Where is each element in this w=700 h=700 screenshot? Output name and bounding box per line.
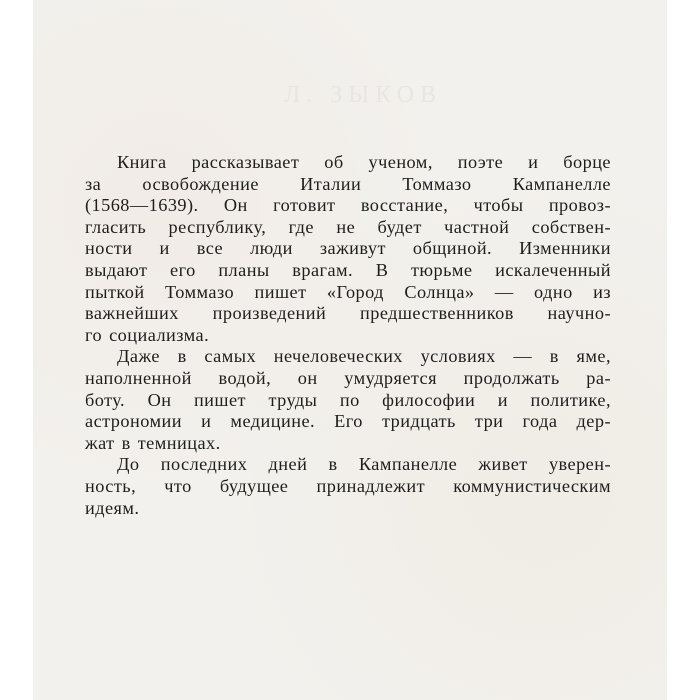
paragraph-2: [85, 346, 611, 454]
text-line: гласить республику, где не будет частной собствен-: [85, 216, 611, 237]
text-line: Книга рассказывает об ученом, поэте и борце: [117, 152, 611, 172]
text-line: ности и все люди заживут общиной. Изменники: [85, 238, 611, 259]
show-through-title: Л. ЗЫКОВ: [284, 82, 442, 108]
paragraph-1: [85, 152, 611, 346]
text-line: наполненной водой, он умудряется продолжать ра-: [85, 367, 611, 388]
text-line: ность, что будущее принадлежит коммунистическим: [85, 475, 611, 496]
paragraph-3: [85, 454, 611, 519]
text-line: астрономии и медицине. Его тридцать три года дер-: [85, 411, 611, 432]
book-page: [33, 0, 667, 700]
text-line: (1568—1639). Он готовит восстание, чтобы провоз-: [85, 195, 611, 216]
text-line: пыткой Томмазо пишет «Город Солнца» — одно из: [85, 281, 611, 302]
text-line: за освобождение Италии Томмазо Кампанелле: [85, 173, 611, 194]
text-line: го социализма.: [85, 324, 210, 345]
text-line: Даже в самых нечеловеческих условиях — в яме,: [117, 346, 611, 367]
text-line: важнейших произведений предшественников научно-: [85, 303, 611, 324]
text-line: идеям.: [85, 497, 140, 518]
text-line: боту. Он пишет труды по философии и политике,: [85, 389, 611, 410]
text-line: выдают его планы врагам. В тюрьме искалеченный: [85, 259, 611, 280]
annotation-text: [85, 152, 611, 519]
text-line: До последних дней в Кампанелле живет уверен-: [117, 454, 611, 475]
text-line: жат в темницах.: [85, 432, 221, 453]
